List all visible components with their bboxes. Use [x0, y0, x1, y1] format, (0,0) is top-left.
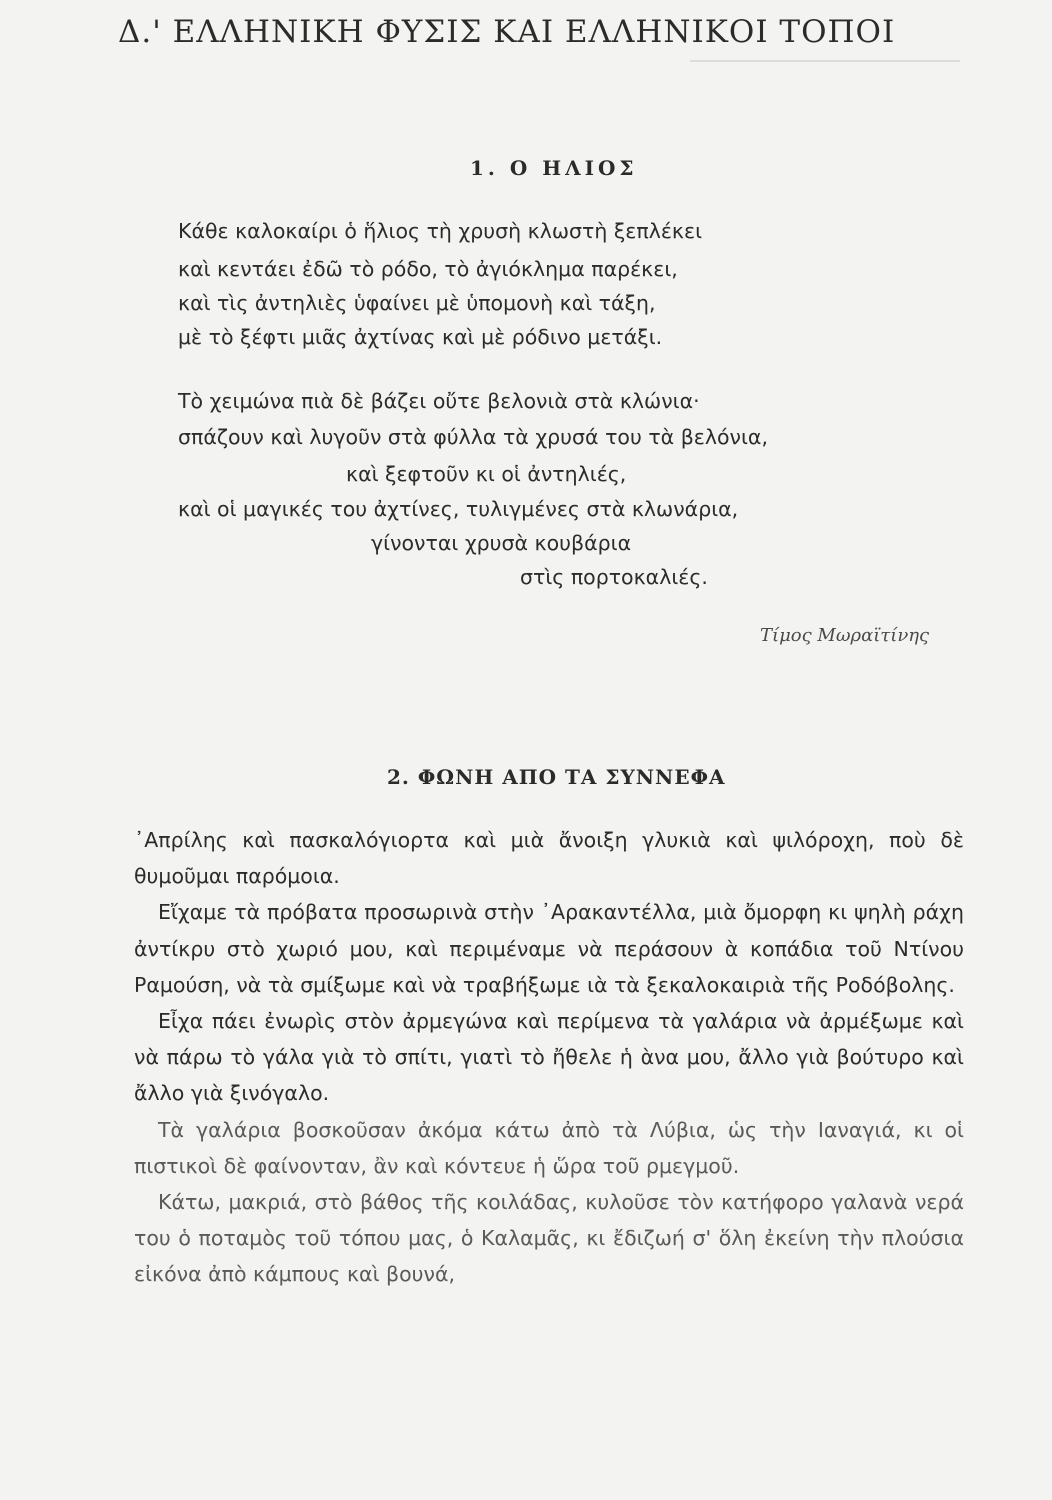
poem-line: καὶ κεντάει ἐδῶ τὸ ρόδο, τὸ ἀγιόκλημα παρέκει,	[178, 257, 678, 281]
prose-paragraph: ᾿Απρίλης καὶ πασκαλόγιορτα καὶ μιὰ ἄνοιξη γλυκιὰ καὶ ψιλόροχη, ποὺ δὲ θυμοῦμαι παρόμοια.	[134, 828, 964, 889]
poem-line: καὶ ξεφτοῦν κι οἱ ἀντηλιές,	[346, 462, 627, 486]
poem-title: 1. Ο ΗΛΙΟΣ	[470, 156, 638, 180]
poem-author: Τίμος Μωραϊτίνης	[760, 625, 930, 646]
poem-line: Κάθε καλοκαίρι ὁ ἥλιος τὴ χρυσὴ κλωστὴ ξεπλέκει	[178, 219, 703, 243]
poem-line: καὶ οἱ μαγικές του ἀχτίνες, τυλιγμένες στὰ κλωνάρια,	[178, 497, 739, 521]
poem-line: καὶ τὶς ἀντηλιὲς ὑφαίνει μὲ ὑπομονὴ καὶ τάξη,	[178, 291, 656, 315]
poem-line: γίνονται χρυσὰ κουβάρια	[371, 531, 632, 555]
prose-paragraph: Εἴχαμε τὰ πρόβατα προσωρινὰ στὴν ᾿Αρακαντέλλα, μιὰ ὄμορφη κι ψηλὴ ράχη ἀντίκρυ στὸ χωριό μου, καὶ περιμέναμε νὰ περάσουν ὰ κοπάδια τοῦ Ντίνου Ραμούση, νὰ τὰ σμίξωμε καὶ νὰ τραβήξωμε ιὰ τὰ ξεκαλοκαιριὰ τῆς Ροδόβολης.	[134, 900, 964, 997]
poem-line: σπάζουν καὶ λυγοῦν στὰ φύλλα τὰ χρυσά του τὰ βελόνια,	[178, 425, 768, 449]
section-title: 2. ΦΩΝΗ ΑΠΟ ΤΑ ΣΥΝΝΕΦΑ	[387, 765, 726, 789]
prose-paragraph: Εἶχα πάει ἐνωρὶς στὸν ἀρμεγώνα καὶ περίμενα τὰ γαλάρια νὰ ἀρμέξωμε καὶ νὰ πάρω τὸ γάλα γιὰ τὸ σπίτι, γιατὶ τὸ ἤθελε ἡ ὰνα μου, ἄλλο γιὰ βούτυρο καὶ ἄλλο γιὰ ξινόγαλο.	[134, 1009, 964, 1106]
poem-line: μὲ τὸ ξέφτι μιᾶς ἀχτίνας καὶ μὲ ρόδινο μετάξι.	[178, 325, 663, 349]
prose-body	[134, 822, 964, 1293]
chapter-header: Δ.' ΕΛΛΗΝΙΚΗ ΦΥΣΙΣ ΚΑΙ ΕΛΛΗΝΙΚΟΙ ΤΟΠΟΙ	[118, 14, 896, 50]
bleed-through-rule	[690, 60, 960, 62]
prose-paragraph: Τὰ γαλάρια βοσκοῦσαν ἀκόμα κάτω ἀπὸ τὰ Λύβια, ὡς τὴν Ιαναγιά, κι οἱ πιστικοὶ δὲ φαίνονταν, ἂν καὶ κόντευε ἡ ὥρα τοῦ ρμεγμοῦ.	[134, 1117, 964, 1178]
poem-line: στὶς πορτοκαλιές.	[520, 565, 708, 589]
poem-line: Τὸ χειμώνα πιὰ δὲ βάζει οὔτε βελονιὰ στὰ κλώνια·	[178, 389, 700, 413]
prose-paragraph: Κάτω, μακριά, στὸ βάθος τῆς κοιλάδας, κυλοῦσε τὸν κατήφορο γαλανὰ νερά του ὁ ποταμὸς τοῦ τόπου μας, ὁ Καλαμᾶς, κι ἔδιζωή σ' ὅλη ἐκείνη τὴν πλούσια εἰκόνα ἀπὸ κάμπους καὶ βουνά,	[134, 1190, 964, 1287]
